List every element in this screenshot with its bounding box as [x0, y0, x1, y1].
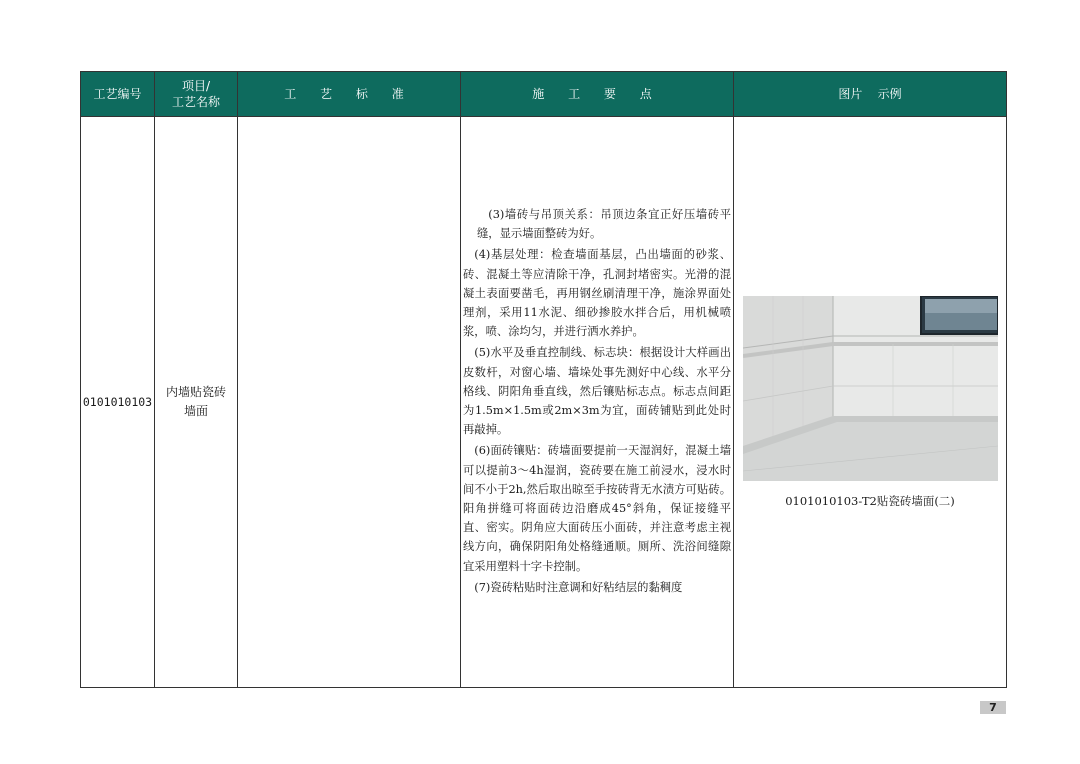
header-figure: 图片 示例	[734, 72, 1007, 117]
page-number: 7	[980, 701, 1006, 714]
header-points: 施 工 要 点	[461, 72, 734, 117]
header-standard: 工 艺 标 准	[238, 72, 461, 117]
process-code: 0101010103	[81, 117, 155, 688]
process-name-line2: 墙面	[183, 404, 208, 418]
construction-points	[461, 117, 734, 688]
header-name	[155, 72, 238, 117]
figure-caption: 0101010103-T2贴瓷砖墙面(二)	[785, 493, 955, 508]
figure-cell	[734, 117, 1007, 688]
table-row	[81, 117, 1007, 688]
header-name-line2: 工艺名称	[171, 95, 220, 109]
process-spec-table	[80, 71, 1007, 688]
point-4: (4)基层处理：检查墙面基层，凸出墙面的砂浆、砖、混凝土等应清除干净，孔洞封堵密实。光滑的混凝土表面要凿毛，再用钢丝刷清理干净，施涂界面处理剂，采用11水泥、细砂掺胶水拌合后，用机械喷浆，喷、涂均匀，并进行洒水养护。	[463, 248, 731, 339]
point-5: (5)水平及垂直控制线、标志块：根据设计大样画出皮数杆，对窗心墙、墙垛处事先测好中心线、水平分格线、阴阳角垂直线，然后镶贴标志点。标志点间距为1.5m×1.5m或2m×3m为宜，面砖铺贴到此处时再敲掉。	[463, 346, 731, 437]
process-standard	[238, 117, 461, 688]
point-6: (6)面砖镶贴：砖墙面要提前一天湿润好，混凝土墙可以提前3～4h湿润，瓷砖要在施工前浸水，浸水时间不小于2h,然后取出晾至手按砖背无水渍方可贴砖。阳角拼缝可将面砖边沿磨成45°斜角，保证接缝平直、密实。阴角应大面砖压小面砖，并注意考虑主视线方向，确保阴阳角处格缝通顺。厕所、洗浴间缝隙宜采用塑料十字卡控制。	[463, 444, 731, 573]
header-name-line1: 项目/	[181, 79, 211, 93]
header-code: 工艺编号	[81, 72, 155, 117]
header-row	[81, 72, 1007, 117]
point-3: (3)墙砖与吊顶关系：吊顶边条宜正好压墙砖平缝，显示墙面整砖为好。	[477, 207, 731, 241]
process-name-line1: 内墙贴瓷砖	[165, 385, 226, 399]
point-7: (7)瓷砖粘贴时注意调和好粘结层的黏稠度	[474, 580, 683, 594]
tiled-wall-photo	[743, 296, 998, 481]
tiled-wall-illustration	[743, 296, 998, 481]
process-name	[155, 117, 238, 688]
